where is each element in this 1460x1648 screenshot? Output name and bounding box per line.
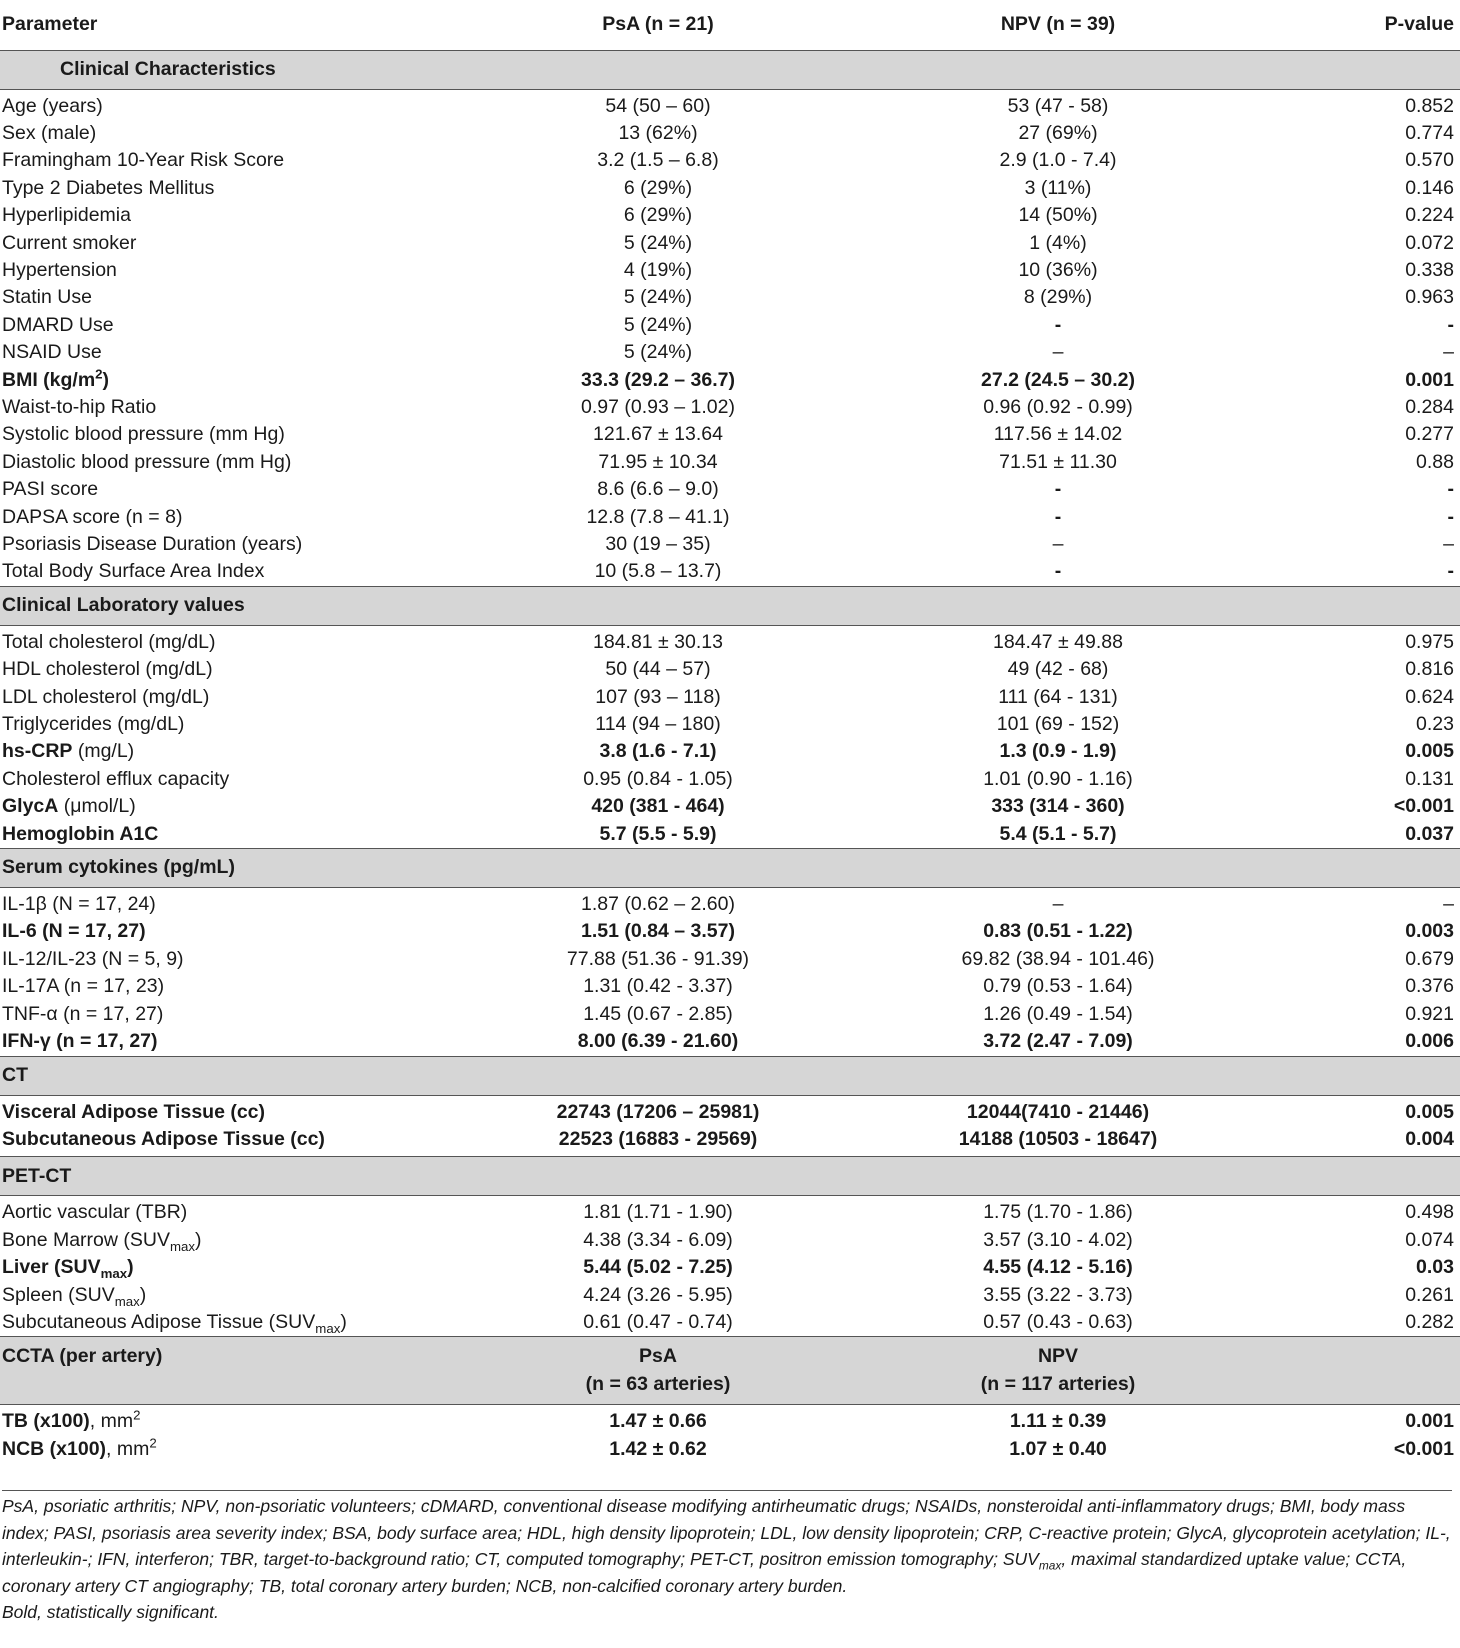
p-value-cell: 0.774 [1405, 121, 1454, 144]
parameter-cell: IL-1β (N = 17, 24) [2, 893, 156, 916]
p-value-cell: 0.963 [1405, 286, 1454, 309]
psa-value-cell: 12.8 (7.8 – 41.1) [586, 505, 730, 528]
parameter-cell: TNF-α (n = 17, 27) [2, 1002, 164, 1025]
section-clinical [0, 50, 1460, 89]
p-value-cell: 0.004 [1405, 1127, 1454, 1150]
p-value-cell: 0.816 [1405, 658, 1454, 681]
table-row [0, 1001, 1460, 1028]
parameter-cell: NCB (x100), $mm^2$ [2, 1435, 157, 1460]
section-cytokines [0, 849, 1460, 888]
parameter-cell: Sex (male) [2, 121, 97, 144]
table-row [0, 558, 1460, 586]
npv-value-cell: 2.9 (1.0 - 7.4) [999, 149, 1117, 172]
psa-value-cell: 8.00 (6.39 - 21.60) [577, 1030, 739, 1053]
npv-value-cell: 71.51 ± 11.30 [999, 450, 1117, 473]
psa-value-cell: 6 (29%) [623, 176, 693, 199]
npv-value-cell: 117.56 ± 14.02 [993, 423, 1123, 446]
section-title: Clinical Laboratory values [0, 586, 1460, 625]
table-row [0, 629, 1460, 656]
p-value-cell: 0.975 [1405, 630, 1454, 653]
parameter-cell: Total Body Surface Area Index [2, 560, 265, 583]
parameter-cell: Cholesterol efflux capacity [2, 767, 230, 790]
p-value-cell: - [1447, 313, 1454, 336]
table-row-significant [0, 793, 1460, 820]
npv-value-cell: 1.07 ± 0.40 [1009, 1437, 1107, 1460]
table-row-significant [0, 1254, 1460, 1281]
parameter-cell: TB (x100), $mm^2$ [2, 1407, 141, 1433]
table-row-significant [0, 1436, 1460, 1463]
npv-value-cell: 101 (69 - 152) [996, 713, 1120, 736]
npv-value-cell: 0.96 (0.92 - 0.99) [983, 395, 1133, 418]
p-value-cell: 0.005 [1405, 1100, 1454, 1123]
npv-value-cell: 1.3 (0.9 - 1.9) [999, 740, 1117, 763]
p-value-cell: 0.072 [1405, 231, 1454, 254]
table-row [0, 1282, 1460, 1309]
psa-value-cell: 1.51 (0.84 – 3.57) [581, 920, 735, 943]
table-row [0, 449, 1460, 476]
parameter-cell: Hypertension [2, 258, 117, 281]
npv-value-cell: 3 (11%) [1024, 176, 1092, 199]
table-row [0, 147, 1460, 174]
ccta-psa-header: PsA (n = 63 arteries) [470, 1337, 850, 1405]
parameter-cell: Age (years) [2, 94, 103, 117]
section-title: Clinical Characteristics [0, 50, 1460, 89]
npv-value-cell: - [1054, 313, 1062, 336]
table-row [0, 656, 1460, 683]
section-petct [0, 1157, 1460, 1196]
psa-value-cell: 0.95 (0.84 - 1.05) [583, 767, 733, 790]
parameter-cell: DMARD Use [2, 313, 114, 336]
table-row-significant [0, 1126, 1460, 1153]
psa-value-cell: 1.81 (1.71 - 1.90) [583, 1201, 733, 1224]
psa-value-cell: 121.67 ± 13.64 [593, 423, 723, 446]
parameter-cell: GlycA (μmol/L) [2, 795, 136, 818]
psa-value-cell: 22523 (16883 - 29569) [558, 1127, 758, 1150]
table-row [0, 1199, 1460, 1226]
parameter-cell: DAPSA score (n = 8) [2, 505, 183, 528]
psa-value-cell: 5 (24%) [623, 341, 693, 364]
p-value-cell: 0.146 [1405, 176, 1454, 199]
p-value-cell: 0.074 [1405, 1228, 1454, 1251]
psa-value-cell: 1.31 (0.42 - 3.37) [583, 975, 733, 998]
section-lab [0, 586, 1460, 625]
psa-value-cell: 54 (50 – 60) [605, 94, 711, 117]
p-value-cell: 0.001 [1405, 1410, 1454, 1433]
parameter-cell: IFN-γ (n = 17, 27) [2, 1030, 158, 1053]
parameter-cell: Waist-to-hip Ratio [2, 395, 157, 418]
psa-value-cell: 1.87 (0.62 – 2.60) [581, 893, 735, 916]
parameter-cell: Spleen $(SUV_{max})$ [2, 1283, 147, 1309]
p-value-cell: 0.003 [1405, 920, 1454, 943]
p-value-cell: - [1447, 560, 1454, 583]
npv-value-cell: 27 (69%) [1018, 121, 1098, 144]
p-value-cell: 0.005 [1405, 740, 1454, 763]
table-row [0, 684, 1460, 711]
npv-value-cell: 14188 (10503 - 18647) [958, 1127, 1158, 1150]
psa-value-cell: 4 (19%) [623, 258, 693, 281]
npv-value-cell: – [1052, 533, 1064, 555]
table-row [0, 120, 1460, 147]
p-value-cell: 0.277 [1405, 423, 1454, 446]
p-value-cell: – [1443, 893, 1454, 916]
psa-value-cell: 1.47 ± 0.66 [609, 1410, 707, 1433]
parameter-cell: IL-17A (n = 17, 23) [2, 975, 165, 998]
table-row [0, 476, 1460, 503]
header-npv: NPV (n = 39) [1000, 13, 1116, 36]
npv-value-cell: - [1054, 505, 1062, 528]
npv-value-cell: - [1054, 478, 1062, 501]
npv-value-cell: 14 (50%) [1018, 204, 1098, 227]
table-row-significant [0, 918, 1460, 945]
table-row-significant [0, 367, 1460, 394]
psa-value-cell: 30 (19 – 35) [605, 533, 711, 555]
npv-value-cell: 0.79 (0.53 - 1.64) [983, 975, 1133, 998]
table-row [0, 711, 1460, 738]
abbreviations-note: PsA, psoriatic arthritis; NPV, non-psoriatic volunteers; cDMARD, conventional disease modifying antirheumatic drugs; NSAIDs, nonsteroidal anti-inflammatory drugs; BMI, body mass index; PASI, psoriasis area severity index; BSA, body surface area; HDL, high density lipoprotein; LDL, low density lipoprotein; CRP, C-reactive protein; GlycA, glycoprotein acetylation; IL-, interleukin-; IFN, interferon; TBR, target-to-background ratio; CT, computed tomography; PET-CT, positron emission tomography; $SUV_{max}$, maximal standardized uptake value; CCTA, coronary artery CT angiography; TB, total coronary artery burden; NCB, non-calcified coronary artery burden. [2, 1496, 1451, 1596]
npv-value-cell: 3.55 (3.22 - 3.73) [983, 1283, 1133, 1306]
header-psa: PsA (n = 21) [602, 13, 714, 36]
parameter-cell: Subcutaneous Adipose Tissue $(SUV_{max})$ [2, 1310, 347, 1336]
parameter-cell: Hyperlipidemia [2, 204, 131, 227]
p-value-cell: 0.282 [1405, 1310, 1454, 1333]
p-value-cell: - [1447, 505, 1454, 528]
parameter-cell: Bone Marrow $(SUV_{max})$ [2, 1228, 202, 1254]
psa-value-cell: 13 (62%) [618, 121, 698, 144]
psa-value-cell: 6 (29%) [623, 204, 693, 227]
npv-value-cell: 1.75 (1.70 - 1.86) [983, 1201, 1133, 1224]
table-row [0, 1309, 1460, 1337]
p-value-cell: 0.284 [1405, 395, 1454, 418]
table-row [0, 93, 1460, 120]
table-row-significant [0, 1408, 1460, 1435]
table-row-significant [0, 1099, 1460, 1126]
psa-value-cell: 10 (5.8 – 13.7) [594, 560, 722, 583]
table-row-significant [0, 821, 1460, 849]
table-row [0, 257, 1460, 284]
psa-value-cell: 33.3 (29.2 – 36.7) [581, 368, 735, 391]
section-ct [0, 1056, 1460, 1095]
p-value-cell: – [1443, 533, 1454, 555]
table-row-significant [0, 1028, 1460, 1056]
npv-value-cell: – [1052, 893, 1064, 916]
psa-value-cell: 50 (44 – 57) [605, 658, 711, 681]
psa-value-cell: 0.97 (0.93 – 1.02) [581, 395, 735, 418]
p-value-cell [1270, 1337, 1460, 1405]
npv-value-cell: 1.26 (0.49 - 1.54) [983, 1002, 1133, 1025]
psa-value-cell: 5.44 (5.02 - 7.25) [583, 1256, 733, 1279]
parameter-cell: Liver $(SUV_{max})$ [2, 1256, 134, 1282]
psa-value-cell: 4.24 (3.26 - 5.95) [583, 1283, 733, 1306]
table-row [0, 531, 1460, 558]
p-value-cell: 0.852 [1405, 94, 1454, 117]
psa-value-cell: 184.81 ± 30.13 [593, 630, 723, 653]
npv-value-cell: 53 (47 - 58) [1007, 94, 1109, 117]
psa-value-cell: 420 (381 - 464) [591, 795, 725, 818]
p-value-cell: 0.679 [1405, 947, 1454, 970]
table-row [0, 312, 1460, 339]
parameter-cell: Triglycerides (mg/dL) [2, 713, 185, 736]
parameter-cell: PASI score [2, 478, 99, 501]
p-value-cell: 0.261 [1405, 1283, 1454, 1306]
npv-value-cell: 3.72 (2.47 - 7.09) [983, 1030, 1133, 1053]
parameter-cell: Aortic vascular (TBR) [2, 1201, 188, 1224]
p-value-cell: 0.88 [1416, 450, 1454, 473]
parameter-cell: LDL cholesterol (mg/dL) [2, 685, 210, 708]
table-row [0, 946, 1460, 973]
parameter-cell: Diastolic blood pressure (mm Hg) [2, 450, 292, 473]
p-value-cell: - [1447, 478, 1454, 501]
npv-value-cell: 1.11 ± 0.39 [1009, 1410, 1107, 1433]
psa-value-cell: 8.6 (6.6 – 9.0) [597, 478, 719, 501]
psa-value-cell: 5 (24%) [623, 313, 693, 336]
section-title: Serum cytokines (pg/mL) [0, 849, 1460, 888]
parameter-cell: Hemoglobin A1C [2, 822, 159, 845]
parameter-cell: Systolic blood pressure (mm Hg) [2, 423, 285, 446]
p-value-cell: 0.037 [1405, 822, 1454, 845]
parameter-cell: Current smoker [2, 231, 137, 254]
parameter-cell: Psoriasis Disease Duration (years) [2, 533, 303, 555]
npv-value-cell: 0.57 (0.43 - 0.63) [983, 1310, 1133, 1333]
p-value-cell: 0.498 [1405, 1201, 1454, 1224]
table-row-significant [0, 738, 1460, 765]
npv-value-cell: – [1052, 341, 1064, 364]
p-value-cell: – [1443, 341, 1454, 364]
table-row [0, 421, 1460, 448]
psa-value-cell: 4.38 (3.34 - 6.09) [583, 1228, 733, 1251]
p-value-cell: <0.001 [1393, 1437, 1454, 1460]
table-row [0, 1227, 1460, 1254]
npv-value-cell: - [1054, 560, 1062, 583]
section-title: CT [0, 1056, 1460, 1095]
section-title: PET-CT [0, 1157, 1460, 1196]
p-value-cell: 0.921 [1405, 1002, 1454, 1025]
parameter-cell: hs-CRP (mg/L) [2, 740, 135, 763]
npv-value-cell: 1.01 (0.90 - 1.16) [983, 767, 1133, 790]
npv-value-cell: 49 (42 - 68) [1007, 658, 1109, 681]
bold-note: Bold, statistically significant. [2, 1602, 219, 1622]
p-value-cell: 0.23 [1416, 713, 1454, 736]
table-row [0, 175, 1460, 202]
npv-value-cell: 10 (36%) [1018, 258, 1098, 281]
p-value-cell: 0.624 [1405, 685, 1454, 708]
psa-value-cell: 5 (24%) [623, 231, 693, 254]
psa-value-cell: 1.45 (0.67 - 2.85) [583, 1002, 733, 1025]
parameter-cell: IL-12/IL-23 (N = 5, 9) [2, 947, 184, 970]
p-value-cell: 0.570 [1405, 149, 1454, 172]
table-row [0, 891, 1460, 918]
p-value-cell: 0.001 [1405, 368, 1454, 391]
table-row [0, 284, 1460, 311]
table-footnote [2, 1490, 1452, 1626]
header-pvalue: P-value [1384, 13, 1454, 36]
parameter-cell: HDL cholesterol (mg/dL) [2, 658, 213, 681]
psa-value-cell: 107 (93 – 118) [595, 685, 721, 708]
psa-value-cell: 5 (24%) [623, 286, 693, 309]
p-value-cell: 0.376 [1405, 975, 1454, 998]
p-value-cell: 0.006 [1405, 1030, 1454, 1053]
table-row [0, 230, 1460, 257]
table-row [0, 202, 1460, 229]
parameter-cell: IL-6 (N = 17, 27) [2, 920, 146, 943]
parameter-cell: NSAID Use [2, 341, 102, 364]
npv-value-cell: 0.83 (0.51 - 1.22) [983, 920, 1133, 943]
header-row [0, 0, 1460, 50]
header-parameter: Parameter [2, 13, 98, 36]
parameter-cell: BMI $(kg/m^2)$ [2, 366, 110, 391]
ccta-npv-header: NPV (n = 117 arteries) [850, 1337, 1270, 1405]
parameter-cell: Type 2 Diabetes Mellitus [2, 176, 215, 199]
psa-value-cell: 0.61 (0.47 - 0.74) [583, 1310, 733, 1333]
npv-value-cell: 4.55 (4.12 - 5.16) [983, 1256, 1133, 1279]
psa-value-cell: 22743 (17206 – 25981) [556, 1100, 760, 1123]
p-value-cell: 0.224 [1405, 204, 1454, 227]
psa-value-cell: 5.7 (5.5 - 5.9) [599, 822, 717, 845]
npv-value-cell: 5.4 (5.1 - 5.7) [999, 822, 1117, 845]
psa-value-cell: 77.88 (51.36 - 91.39) [566, 947, 750, 970]
psa-value-cell: 3.2 (1.5 – 6.8) [597, 149, 719, 172]
npv-value-cell: 184.47 ± 49.88 [993, 630, 1123, 653]
psa-value-cell: 3.8 (1.6 - 7.1) [599, 740, 717, 763]
p-value-cell: 0.131 [1405, 767, 1454, 790]
parameter-cell: Visceral Adipose Tissue (cc) [2, 1100, 266, 1123]
p-value-cell: 0.03 [1416, 1256, 1454, 1279]
p-value-cell: <0.001 [1393, 795, 1454, 818]
npv-value-cell: 8 (29%) [1023, 286, 1093, 309]
psa-value-cell: 1.42 ± 0.62 [609, 1437, 707, 1460]
npv-value-cell: 111 (64 - 131) [998, 685, 1118, 708]
npv-value-cell: 3.57 (3.10 - 4.02) [983, 1228, 1133, 1251]
parameter-cell: Total cholesterol (mg/dL) [2, 630, 216, 653]
section-ccta [0, 1337, 1460, 1405]
npv-value-cell: 1 (4%) [1029, 231, 1087, 254]
parameter-cell: Framingham 10-Year Risk Score [2, 149, 285, 172]
table-row [0, 973, 1460, 1000]
table-row [0, 394, 1460, 421]
p-value-cell: 0.338 [1405, 258, 1454, 281]
parameter-cell: Subcutaneous Adipose Tissue (cc) [2, 1127, 325, 1150]
psa-value-cell: 114 (94 – 180) [595, 713, 721, 736]
table-row [0, 504, 1460, 531]
npv-value-cell: 27.2 (24.5 – 30.2) [981, 368, 1135, 391]
npv-value-cell: 333 (314 - 360) [991, 795, 1125, 818]
npv-value-cell: 12044(7410 - 21446) [966, 1100, 1150, 1123]
npv-value-cell: 69.82 (38.94 - 101.46) [961, 947, 1155, 970]
parameter-cell: Statin Use [2, 286, 92, 309]
section-title: CCTA (per artery) [0, 1337, 470, 1405]
table-row [0, 339, 1460, 366]
psa-value-cell: 71.95 ± 10.34 [598, 450, 718, 473]
table-row [0, 766, 1460, 793]
